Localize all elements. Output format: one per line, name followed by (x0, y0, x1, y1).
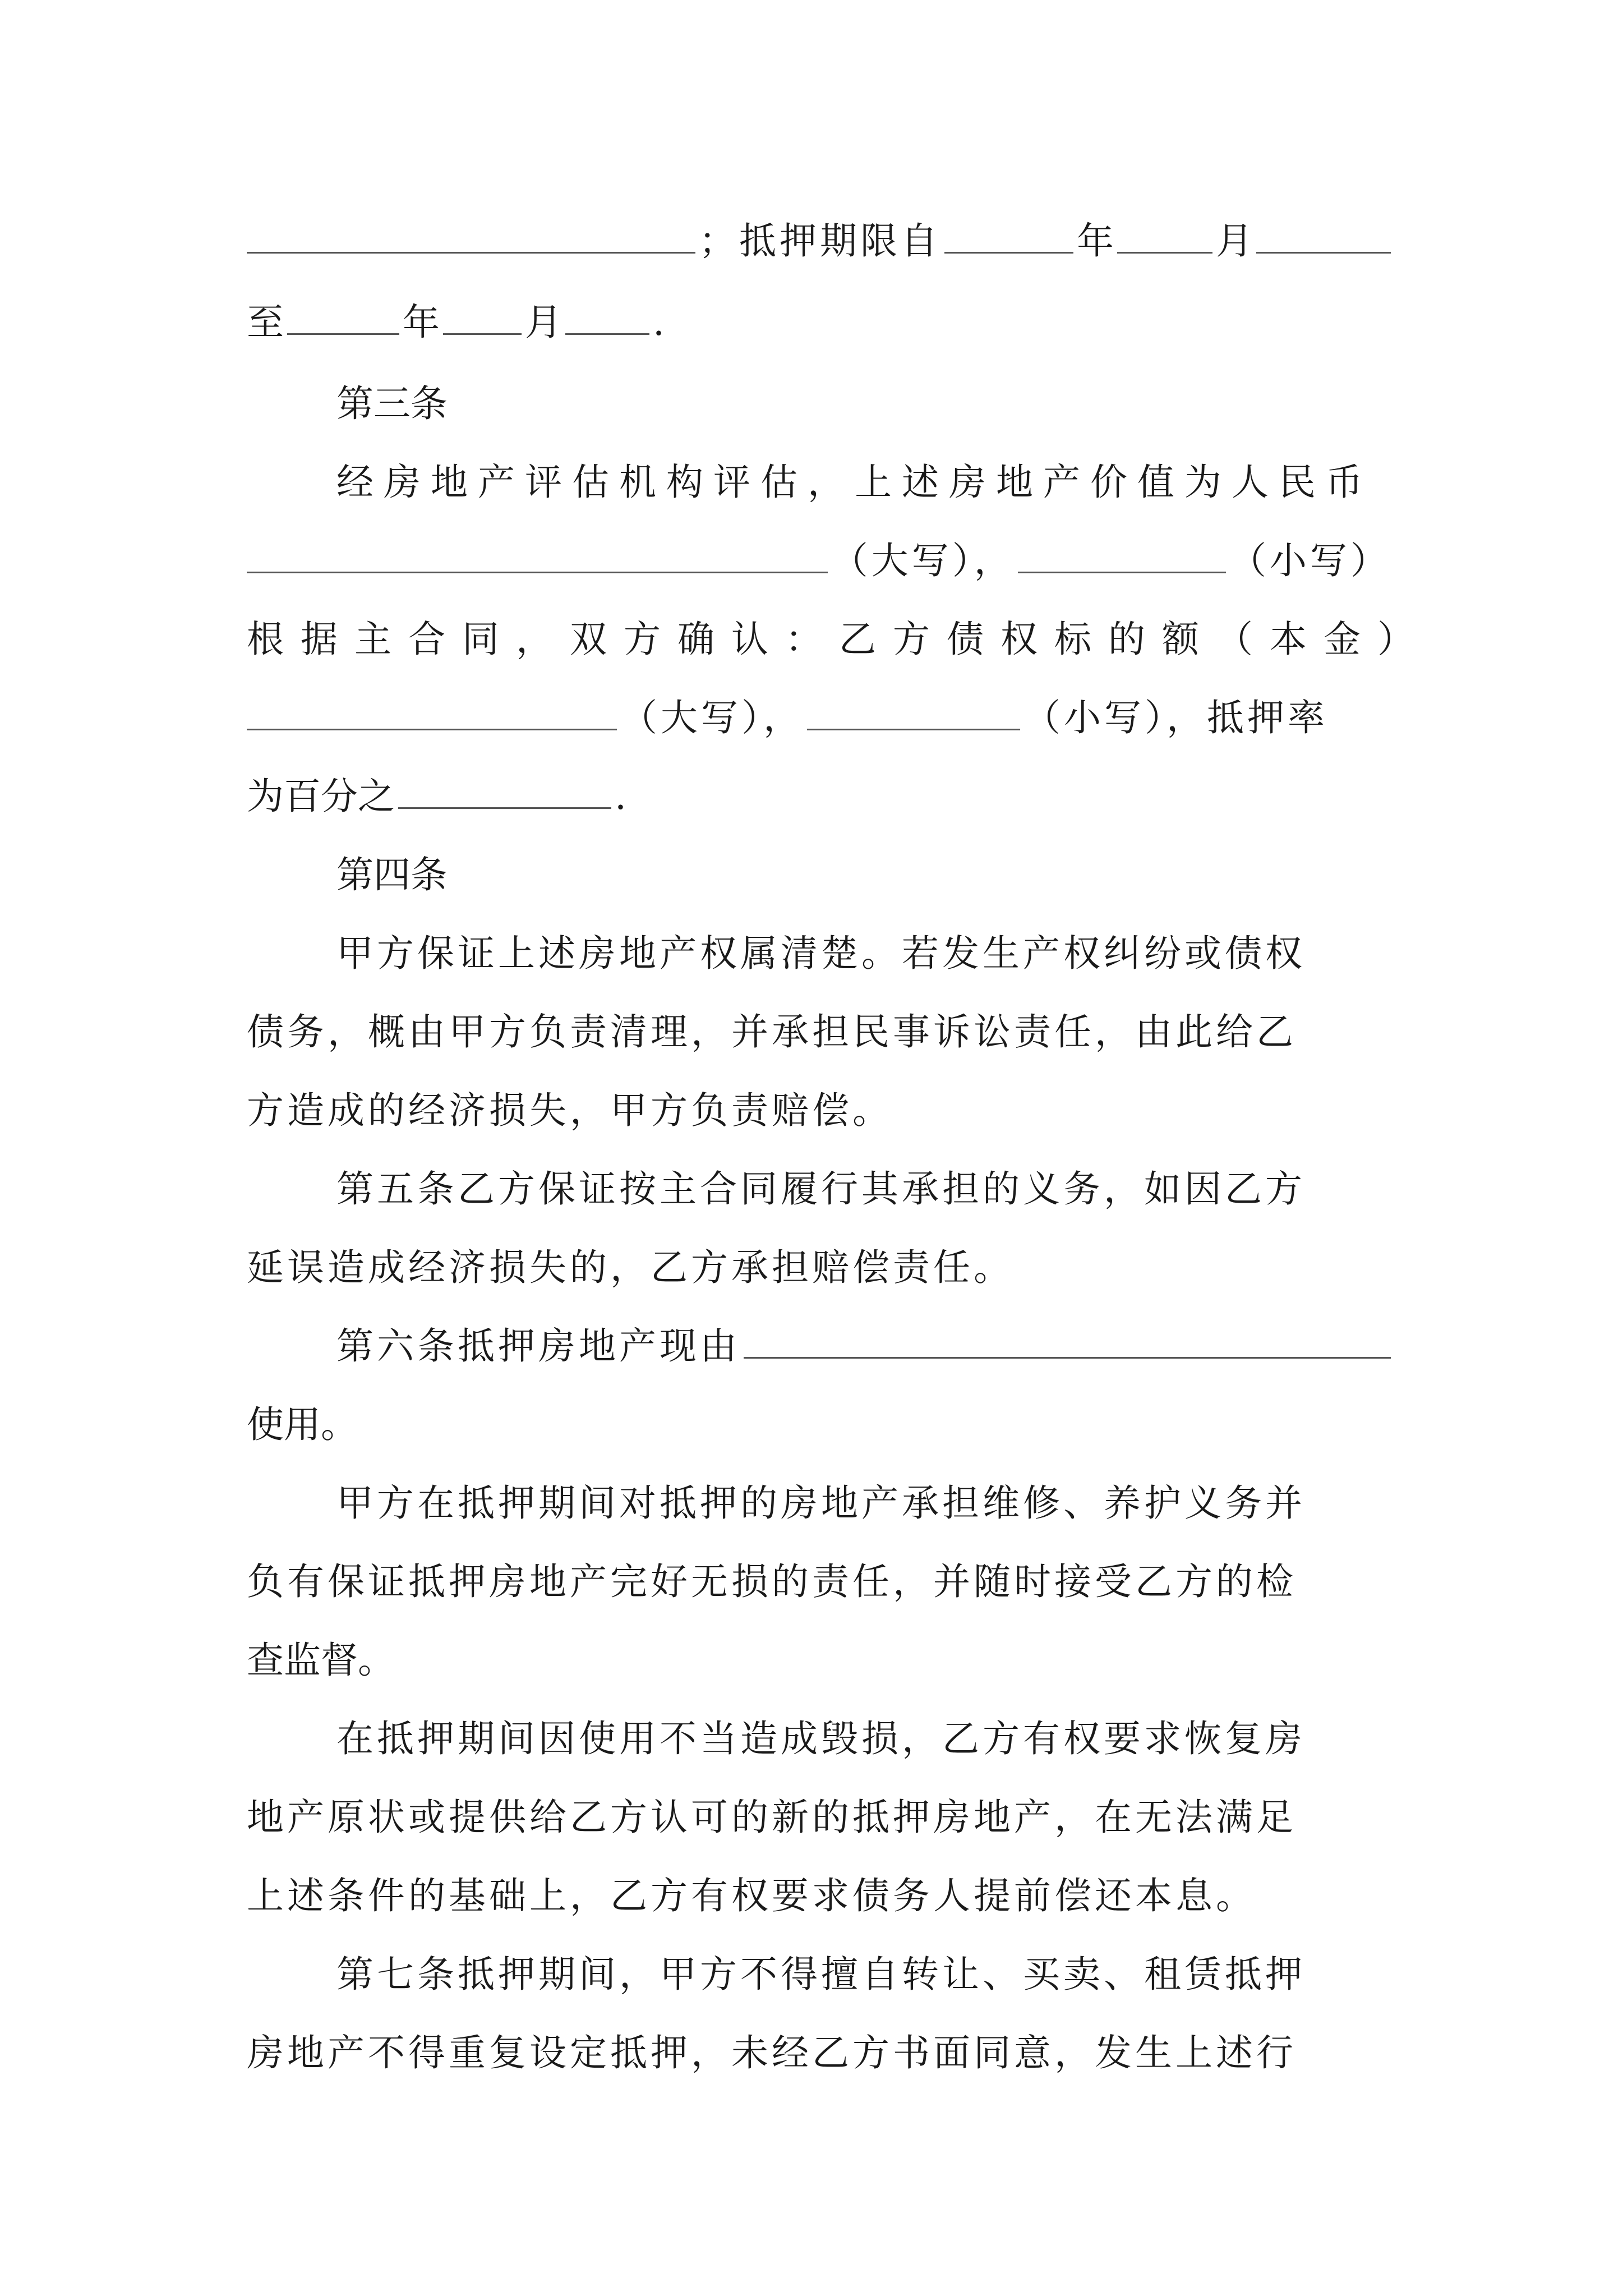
line-appraisal (336, 452, 1391, 513)
paragraph-line (247, 1865, 1391, 1927)
text-line: 房地产不得重复设定抵押，未经乙方书面同意，发生上述行 (247, 2031, 1297, 2074)
text-period: . (653, 301, 665, 344)
line-principal (247, 609, 1431, 670)
line-principal-amount (247, 687, 1391, 749)
text-line: 查监督。 (247, 1639, 395, 1682)
text-mortgage-term-from: ；抵押期限自 (699, 219, 941, 263)
text-line: 第七条抵押期间，甲方不得擅自转让、买卖、租赁抵押 (336, 1953, 1306, 1996)
article-3-heading (336, 373, 1391, 435)
text-line: 第五条乙方保证按主合同履行其承担的义务，如因乙方 (336, 1167, 1306, 1211)
paragraph-line (247, 1237, 1391, 1299)
text-line: 负有保证抵押房地产完好无损的责任，并随时接受乙方的检 (247, 1560, 1297, 1603)
text-month: 月 (525, 301, 562, 344)
text-line: 地产原状或提供给乙方认可的新的抵押房地产，在无法满足 (247, 1796, 1297, 1839)
blank-month-field[interactable] (1117, 219, 1212, 254)
paragraph-line (247, 1394, 1391, 1456)
paragraph-line (336, 1158, 1391, 1220)
blank-user-field[interactable] (744, 1324, 1391, 1359)
line-value-amount (247, 530, 1391, 592)
line-article-6 (336, 1315, 1391, 1377)
text-line: 债务，概由甲方负责清理，并承担民事诉讼责任，由此给乙 (247, 1010, 1297, 1053)
paragraph-line (336, 1708, 1391, 1770)
text-line: 第六条抵押房地产现由 (336, 1324, 740, 1368)
text-line: 甲方在抵押期间对抵押的房地产承担维修、养护义务并 (336, 1481, 1306, 1525)
text-uppercase-label: （大写）， (620, 696, 804, 739)
text-line: 延误造成经济损失的，乙方承担赔偿责任。 (247, 1246, 1014, 1289)
blank-year-field[interactable] (287, 300, 399, 335)
text-line: 在抵押期间因使用不当造成毁损，乙方有权要求恢复房 (336, 1717, 1306, 1760)
text-appraisal: 经房地产评估机构评估，上述房地产价值为人民币 (336, 461, 1373, 504)
text-line: 使用。 (247, 1403, 358, 1446)
paragraph-line (247, 1001, 1391, 1063)
blank-amount-uppercase[interactable] (247, 539, 828, 573)
text-to: 至 (247, 301, 284, 344)
article-4-heading (336, 844, 1391, 906)
paragraph-line (247, 1787, 1391, 1848)
paragraph-line (247, 1630, 1391, 1691)
text-lowercase-label: （小写） (1229, 539, 1391, 582)
blank-month-field[interactable] (443, 300, 522, 335)
paragraph-line (247, 2022, 1391, 2084)
text-uppercase-label: （大写）， (831, 539, 1015, 582)
heading-text: 第三条 (336, 382, 448, 425)
paragraph-line (247, 1080, 1391, 1142)
text-year: 年 (403, 301, 440, 344)
blank-day-field[interactable] (1256, 219, 1391, 254)
text-lowercase-rate-label: （小写），抵押率 (1023, 696, 1328, 739)
paragraph-line (336, 1944, 1391, 2005)
paragraph-line (336, 923, 1391, 984)
text-principal: 根据主合同，双方确认：乙方债权标的额（本金） (247, 618, 1431, 661)
blank-field[interactable] (247, 219, 695, 254)
text-line: 方造成的经济损失，甲方负责赔偿。 (247, 1089, 893, 1132)
line-mortgage-rate (247, 766, 1391, 827)
paragraph-line (336, 1473, 1391, 1534)
text-line: 甲方保证上述房地产权属清楚。若发生产权纠纷或债权 (336, 932, 1306, 975)
blank-day-field[interactable] (565, 300, 649, 335)
paragraph-line (247, 1551, 1391, 1613)
text-percent: 为百分之 (247, 775, 395, 818)
blank-principal-lowercase[interactable] (807, 696, 1020, 730)
heading-text: 第四条 (336, 853, 448, 896)
line-mortgage-term-to (247, 292, 1391, 353)
blank-amount-lowercase[interactable] (1018, 539, 1226, 573)
blank-rate-field[interactable] (398, 774, 611, 809)
text-period: . (615, 775, 626, 818)
text-month: 月 (1216, 219, 1253, 263)
blank-principal-uppercase[interactable] (247, 696, 617, 730)
blank-year-field[interactable] (944, 219, 1073, 254)
text-year: 年 (1077, 219, 1114, 263)
line-mortgage-term (247, 210, 1391, 272)
text-line: 上述条件的基础上，乙方有权要求债务人提前偿还本息。 (247, 1874, 1256, 1917)
